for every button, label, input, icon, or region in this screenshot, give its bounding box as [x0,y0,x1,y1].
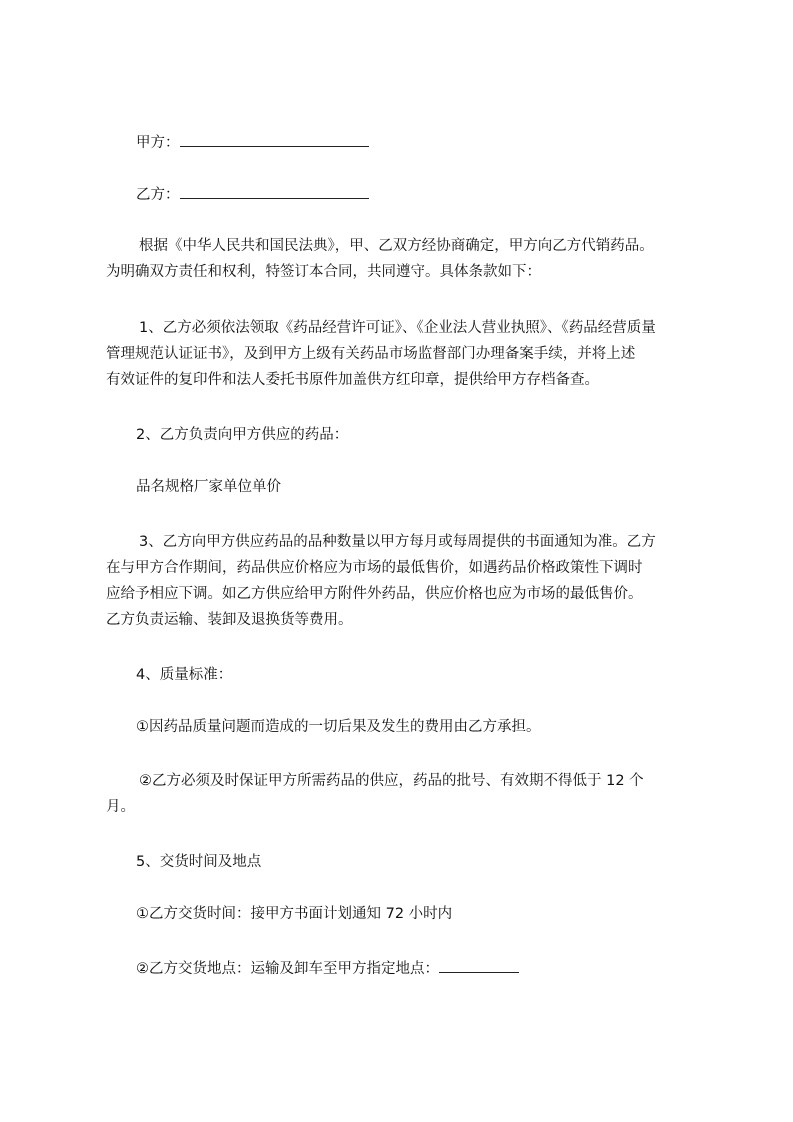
clause4-item-1: ①因药品质量问题而造成的一切后果及发生的费用由乙方承担。 [136,719,541,735]
intro-line-2: 为明确双方责任和权利，特签订本合同，共同遵守。具体条款如下： [106,264,541,280]
clause1-line-1: 1、乙方必须依法领取《药品经营许可证》、《企业法人营业执照》、《药品经营质量 [139,320,656,336]
clause3-line-2: 在与甲方合作期间，药品供应价格应为市场的最低售价，如遇药品价格政策性下调时 [106,560,643,576]
party-a-line [136,132,369,153]
delivery-location-blank[interactable] [439,958,519,973]
party-a-blank[interactable] [180,132,369,147]
clause1-line-3: 有效证件的复印件和法人委托书原件加盖供方红印章，提供给甲方存档备查。 [106,372,599,388]
clause3-line-1: 3、乙方向甲方供应药品的品种数量以甲方每月或每周提供的书面通知为准。乙方 [139,534,656,550]
clause1-line-2: 管理规范认证证书》，及到甲方上级有关药品市场监督部门办理备案手续，并将上述 [106,346,636,362]
clause2-title: 2、乙方负责向甲方供应的药品： [136,427,349,443]
clause3-line-3: 应给予相应下调。如乙方供应给甲方附件外药品，供应价格也应为市场的最低售价。 [106,586,643,602]
clause5-item-2-line [136,958,519,979]
clause4-item-2-line-2: 月。 [106,799,135,815]
clause4-item-2-line-1: ②乙方必须及时保证甲方所需药品的供应，药品的批号、有效期不得低于 12 个 [139,773,644,789]
clause4-title: 4、质量标准： [136,667,233,683]
clause3-line-4: 乙方负责运输、装卸及退换货等费用。 [106,612,353,628]
clause5-title: 5、交货时间及地点 [136,854,262,870]
party-a-label: 甲方： [136,135,180,151]
party-b-label: 乙方： [136,187,180,203]
intro-line-1: 根据《中华人民共和国民法典》，甲、乙双方经协商确定，甲方向乙方代销药品。 [139,238,654,254]
clause5-item-2: ②乙方交货地点：运输及卸车至甲方指定地点： [136,961,439,977]
clause5-item-1: ①乙方交货时间：接甲方书面计划通知 72 小时内 [136,906,453,922]
party-b-line [136,184,369,205]
party-b-blank[interactable] [180,184,369,199]
clause2-table-header: 品名规格厂家单位单价 [136,479,281,495]
